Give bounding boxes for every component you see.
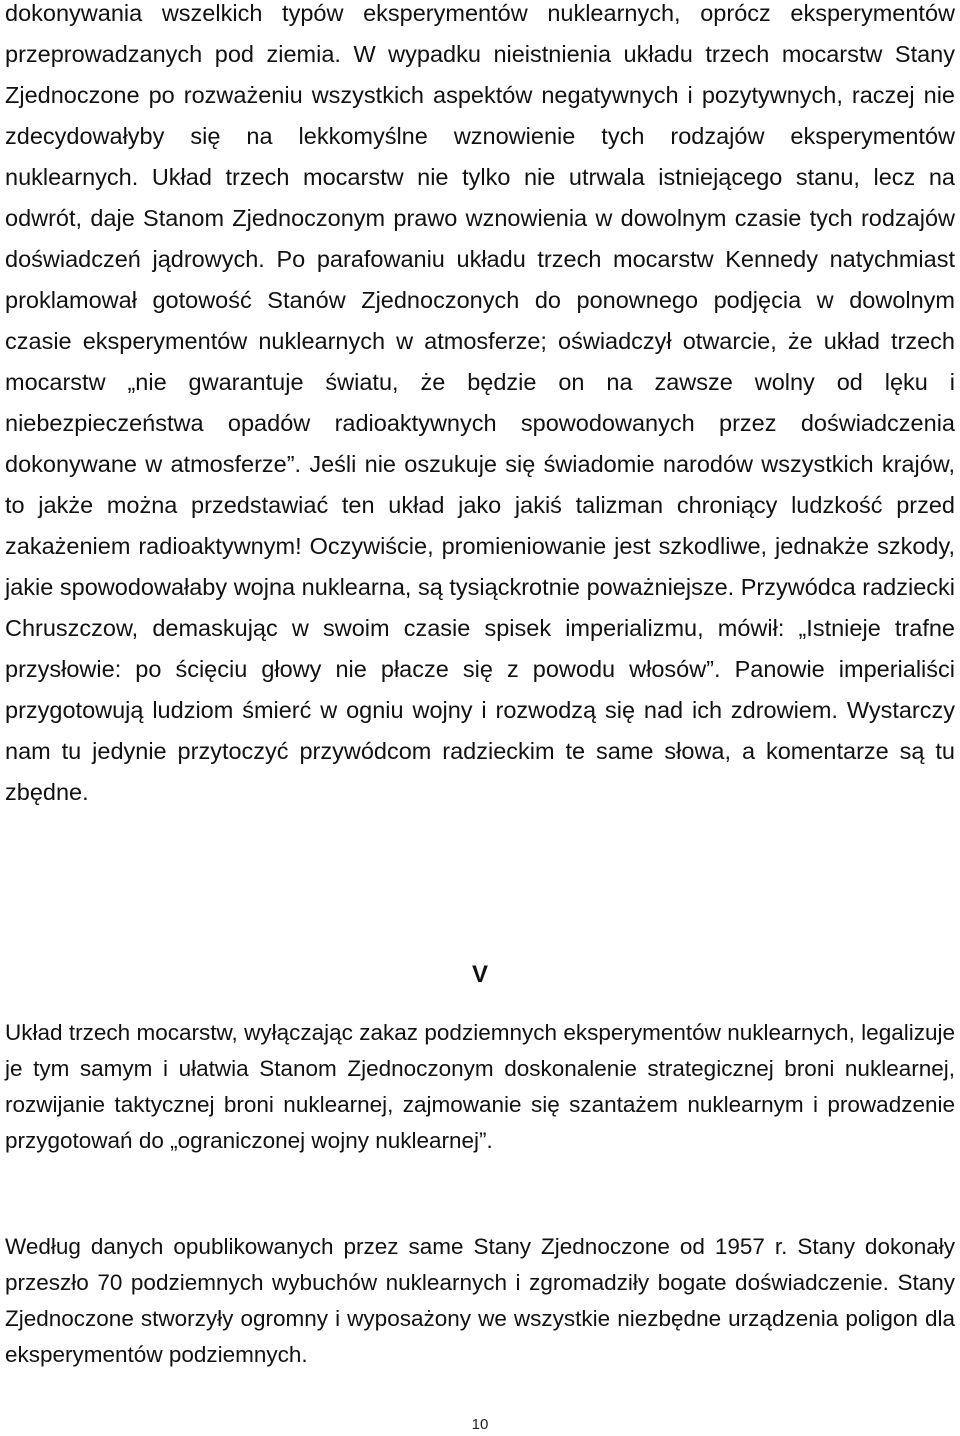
section-heading: V — [471, 961, 488, 988]
body-paragraph-1: dokonywania wszelkich typów eksperymentów nuklearnych, oprócz eksperymentów przeprowadzanych pod ziemia. W wypadku nieistnienia układu trzech mocarstw Stany Zjednoczone po rozważeniu wszystkich aspektów negatywnych i pozytywnych, raczej nie zdecydowałyby się na lekkomyślne wznowienie tych rodzajów eksperymentów nuklearnych. Układ trzech mocarstw nie tylko nie utrwala istniejącego stanu, lecz na odwrót, daje Stanom Zjednoczonym prawo wznowienia w dowolnym czasie tych rodzajów doświadczeń jądrowych. Po parafowaniu układu trzech mocarstw Kennedy natychmiast proklamował gotowość Stanów Zjednoczonych do ponownego podjęcia w dowolnym czasie eksperymentów nuklearnych w atmosferze; oświadczył otwarcie, że układ trzech mocarstw „nie gwarantuje światu, że będzie on na zawsze wolny od lęku i niebezpieczeństwa opadów radioaktywnych spowodowanych przez doświadczenia dokonywane w atmosferze”. Jeśli nie oszukuje się świadomie narodów wszystkich krajów, to jakże można przedstawiać ten układ jako jakiś talizman chroniący ludzkość przed zakażeniem radioaktywnym! Oczywiście, promieniowanie jest szkodliwe, jednakże szkody, jakie spowodowałaby wojna nuklearna, są tysiąckrotnie poważniejsze. Przywódca radziecki Chruszczow, demaskując w swoim czasie spisek imperializmu, mówił: „Istnieje trafne przysłowie: po ścięciu głowy nie płacze się z powodu włosów”. Panowie imperialiści przygotowują ludziom śmierć w ogniu wojny i rozwodzą się nad ich zdrowiem. Wystarczy nam tu jedynie przytoczyć przywódcom radzieckim te same słowa, a komentarze są tu zbędne. — [5, 0, 955, 805]
body-paragraph-3: Według danych opublikowanych przez same Stany Zjednoczone od 1957 r. Stany dokonały przeszło 70 podziemnych wybuchów nuklearnych i zgromadziły bogate doświadczenie. Stany Zjednoczone stworzyły ogromny i wyposażony we wszystkie niezbędne urządzenia poligon dla eksperymentów podziemnych. — [5, 1234, 955, 1367]
page-number: 10 — [471, 1416, 489, 1433]
body-paragraph-2: Układ trzech mocarstw, wyłączając zakaz podziemnych eksperymentów nuklearnych, legalizuje je tym samym i ułatwia Stanom Zjednoczonym doskonalenie strategicznej broni nuklearnej, rozwijanie taktycznej broni nuklearnej, zajmowanie się szantażem nuklearnym i prowadzenie przygotowań do „ograniczonej wojny nuklearnej”. — [5, 1020, 955, 1153]
